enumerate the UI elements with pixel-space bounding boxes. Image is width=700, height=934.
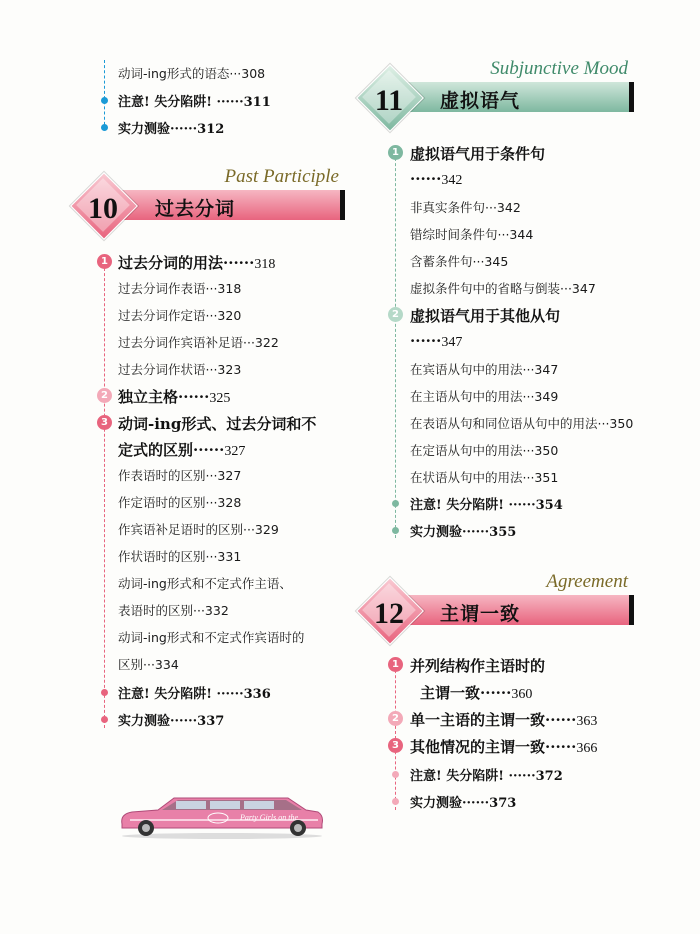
toc-section-item[interactable]: [118, 252, 275, 273]
chapter-title: 过去分词: [155, 198, 236, 220]
toc-sub-item[interactable]: 错综时间条件句···344: [410, 227, 534, 242]
toc-section-item[interactable]: [118, 413, 316, 434]
section-dots: ······: [410, 332, 442, 350]
toc-sub-item[interactable]: 在状语从句中的用法···351: [410, 470, 559, 485]
section-page: 347: [441, 335, 463, 350]
toc-sub-item[interactable]: 作宾语补足语时的区别···329: [118, 522, 279, 537]
section-badge: 1: [388, 657, 403, 672]
toc-sub-item[interactable]: 作表语时的区别···327: [118, 468, 242, 483]
bullet-dot: [101, 124, 108, 131]
section-badge: 1: [388, 145, 403, 160]
toc-sub-item[interactable]: 作状语时的区别···331: [118, 549, 242, 564]
section-title-cont: 定式的区别······: [118, 441, 225, 459]
toc-section-item-cont[interactable]: [420, 682, 532, 703]
toc-sub-item[interactable]: 在定语从句中的用法···350: [410, 443, 559, 458]
section-title: 动词-ing形式、过去分词和不: [118, 415, 317, 433]
toc-quiz-item[interactable]: 实力测验······373: [410, 796, 517, 811]
toc-section-item[interactable]: [410, 709, 597, 730]
chapter-12-number-diamond: [366, 587, 412, 633]
chapter-english-title: Subjunctive Mood: [490, 58, 628, 79]
section-page: 318: [254, 257, 276, 272]
section-page: 363: [576, 714, 598, 729]
section-badge: 1: [97, 254, 112, 269]
section-badge: 3: [97, 415, 112, 430]
section-page: 325: [209, 391, 231, 406]
toc-section-item[interactable]: [410, 736, 597, 757]
section-page: 327: [224, 444, 246, 459]
bullet-dot: [101, 689, 108, 696]
toc-sub-item[interactable]: 非真实条件句···342: [410, 200, 521, 215]
chapter-title: 主谓一致: [440, 603, 521, 625]
toc-sub-item-cont[interactable]: 区别···334: [118, 657, 179, 672]
limousine-illustration: [118, 790, 326, 840]
section-title: 独立主格······: [118, 388, 210, 406]
toc-sub-item[interactable]: 动词-ing形式的语态···308: [118, 66, 266, 81]
bullet-dot: [392, 527, 399, 534]
toc-section-item[interactable]: [118, 386, 230, 407]
toc-sub-item[interactable]: 在宾语从句中的用法···347: [410, 362, 559, 377]
section-title: 其他情况的主谓一致······: [410, 738, 577, 756]
chapter-11-number-diamond: [366, 74, 412, 120]
chapter-english-title: Past Participle: [224, 166, 339, 187]
banner-endcap: [340, 190, 345, 220]
toc-pitfall-item[interactable]: 注意! 失分陷阱! ······311: [118, 95, 271, 110]
section-dots: ······: [410, 170, 442, 188]
toc-sub-item[interactable]: 在主语从句中的用法···349: [410, 389, 559, 404]
chapter-10-line: [104, 258, 105, 728]
bullet-dot: [392, 500, 399, 507]
chapter-title: 虚拟语气: [440, 90, 521, 112]
section-badge: 2: [388, 307, 403, 322]
toc-pitfall-item[interactable]: 注意! 失分陷阱! ······372: [410, 769, 563, 784]
toc-sub-item[interactable]: 动词-ing形式和不定式作主语、: [118, 576, 292, 591]
toc-sub-item[interactable]: 在表语从句和同位语从句中的用法···350: [410, 416, 634, 431]
banner-endcap: [629, 82, 634, 112]
section-badge: 2: [388, 711, 403, 726]
toc-pitfall-item[interactable]: 注意! 失分陷阱! ······336: [118, 687, 271, 702]
section-page: 342: [441, 173, 463, 188]
toc-section-item-cont[interactable]: [118, 439, 245, 460]
section-badge: 3: [388, 738, 403, 753]
toc-sub-item[interactable]: 过去分词作定语···320: [118, 308, 242, 323]
section-title: 单一主语的主谓一致······: [410, 711, 577, 729]
chapter-number: 11: [374, 84, 404, 117]
toc-sub-item[interactable]: 含蓄条件句···345: [410, 254, 509, 269]
toc-sub-item[interactable]: 过去分词作宾语补足语···322: [118, 335, 279, 350]
toc-quiz-item[interactable]: 实力测验······312: [118, 122, 225, 137]
section-page: 366: [576, 741, 598, 756]
toc-section-item[interactable]: 并列结构作主语时的: [410, 657, 546, 675]
chapter-10-number-diamond: [80, 182, 126, 228]
chapter-12-line: [395, 660, 396, 810]
toc-sub-item[interactable]: 虚拟条件句中的省略与倒装···347: [410, 281, 596, 296]
carryover-line: [104, 60, 105, 130]
section-title: 过去分词的用法······: [118, 254, 255, 272]
toc-section-item[interactable]: 虚拟语气用于其他从句: [410, 307, 561, 325]
toc-section-item-cont[interactable]: [410, 170, 462, 189]
toc-section-item-cont[interactable]: [410, 332, 462, 351]
bullet-dot: [392, 771, 399, 778]
chapter-english-title: Agreement: [546, 571, 628, 592]
chapter-11-line: [395, 148, 396, 538]
bullet-dot: [392, 798, 399, 805]
toc-sub-item[interactable]: 过去分词作状语···323: [118, 362, 242, 377]
toc-sub-item-cont[interactable]: 表语时的区别···332: [118, 603, 229, 618]
section-badge: 2: [97, 388, 112, 403]
chapter-number: 10: [88, 192, 118, 225]
section-title-cont: 主谓一致······: [420, 684, 512, 702]
toc-sub-item[interactable]: 过去分词作表语···318: [118, 281, 242, 296]
toc-sub-item[interactable]: 动词-ing形式和不定式作宾语时的: [118, 630, 305, 645]
toc-sub-item[interactable]: 作定语时的区别···328: [118, 495, 242, 510]
bullet-dot: [101, 97, 108, 104]
toc-quiz-item[interactable]: 实力测验······337: [118, 714, 225, 729]
toc-pitfall-item[interactable]: 注意! 失分陷阱! ······354: [410, 498, 563, 513]
toc-section-item[interactable]: 虚拟语气用于条件句: [410, 145, 546, 163]
bullet-dot: [101, 716, 108, 723]
banner-endcap: [629, 595, 634, 625]
toc-quiz-item[interactable]: 实力测验······355: [410, 525, 517, 540]
car-text: Party Girls on the: [240, 813, 298, 822]
chapter-number: 12: [374, 597, 404, 630]
section-page: 360: [511, 687, 533, 702]
